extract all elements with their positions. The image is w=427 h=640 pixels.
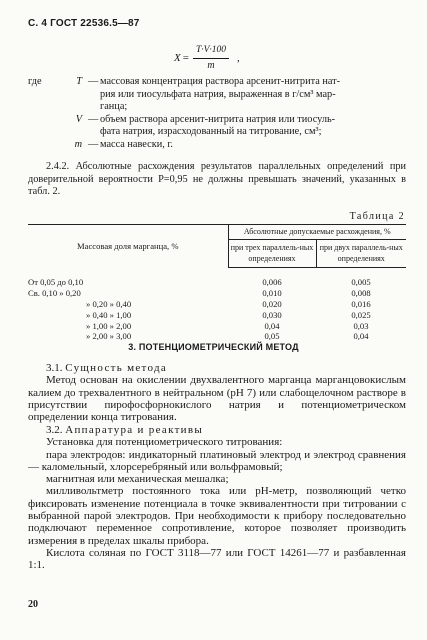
table-row: » 0,40 » 1,00 0,030 0,025 (86, 309, 371, 320)
section-number: 3.2. (46, 424, 63, 436)
definition-text: масса навески, г. (100, 138, 174, 150)
formula-denominator: m (207, 59, 215, 71)
formula-lhs: X (174, 51, 181, 64)
table-row: » 0,20 » 0,40 0,020 0,016 (86, 299, 371, 309)
section-title: 3. ПОТЕНЦИОМЕТРИЧЕСКИЙ МЕТОД (128, 342, 299, 352)
formula-numerator: T·V·100 (193, 44, 229, 59)
definition-symbol: m (74, 138, 82, 150)
section-line: Установка для потенциометрического титрования: (46, 436, 283, 449)
table-head-mass: Массовая доля марганца, % (28, 225, 228, 268)
formula-tail: , (237, 51, 240, 64)
table-head-three: при трех параллель-ных определениях (228, 240, 316, 268)
table-row: » 2,00 » 3,00 0,05 0,04 (86, 331, 369, 342)
definition-symbol: T (76, 76, 82, 87)
definition-item: где T — массовая концентрация раствора арсенит-нитрита нат- рия или тиосульфата натрия, выраженная в г/см³ мар- ганца; (28, 76, 406, 114)
formula-equals: = (182, 51, 189, 64)
table-head-two: при двух параллель-ных определениях (316, 240, 406, 268)
definition-text: объем раствора арсенит-нитрита натрия или тиосуль- фата натрия, израсходованный на титрование, см³; (100, 113, 336, 138)
section-heading: Сущность метода (65, 362, 168, 374)
page-header: С. 4 ГОСТ 22536.5—87 (28, 18, 140, 29)
section-number: 3.1. (46, 362, 63, 374)
formula-fraction (193, 44, 229, 72)
table-head-group: Абсолютные допускаемые расхождения, % (228, 225, 406, 240)
table-row: От 0,05 до 0,10 0,006 0,005 (28, 277, 371, 288)
formula (174, 44, 240, 72)
definition-text: массовая концентрация раствора арсенит-нитрита нат- рия или тиосульфата натрия, выраженная в г/см³ мар- ганца; (100, 76, 341, 113)
section-heading: Аппаратура и реактивы (65, 424, 204, 436)
tolerance-table (28, 224, 406, 342)
section-line: милливольтметр постоянного тока или pH-метр, позволяющий четко фиксировать изменение потенциала в точке эквивалентности при титровании с выбранной парой электродов. При необходимости к прибору последовательно подключают переменное сопротивление, которое позволяет производить измерения в пределах шкалы прибора. (28, 485, 406, 547)
definition-item: V — объем раствора арсенит-нитрита натрия или тиосуль- фата натрия, израсходованный на титрование, см³; (28, 114, 406, 139)
section-body: Метод основан на окислении двухвалентного марганца марганцовокислым калием до трехвалентного в нейтральном (pH 7) или слабощелочном растворе в присутствии пирофосфорнокислого натрия и потенциометрическом определении конца титрования. (28, 374, 406, 424)
definition-symbol: V (75, 113, 82, 125)
table-caption: Таблица 2 (349, 211, 405, 222)
definitions-block (28, 76, 406, 152)
table-row: Св. 0,10 » 0,20 0,010 0,008 (28, 288, 371, 299)
table-row: » 1,00 » 2,00 0,04 0,03 (86, 320, 369, 331)
section-3-2 (28, 424, 406, 572)
paragraph-2-4-2: 2.4.2. Абсолютные расхождения результатов параллельных определений при доверительной вероятности P=0,95 не должны превышать значений, указанных в табл. 2. (28, 161, 406, 198)
definition-item: m — масса навески, г. (28, 139, 406, 152)
definitions-intro: где (28, 76, 42, 87)
page-number: 20 (28, 599, 38, 610)
section-line: пара электродов: индикаторный платиновый электрод и электрод сравнения — каломельный, хлорсеребряный или вольфрамовый; (28, 448, 406, 473)
section-3-1 (28, 362, 406, 423)
section-line: магнитная или механическая мешалка; (46, 473, 229, 486)
section-line: Кислота соляная по ГОСТ 3118—77 или ГОСТ 14261—77 и разбавленная 1:1. (28, 546, 406, 572)
